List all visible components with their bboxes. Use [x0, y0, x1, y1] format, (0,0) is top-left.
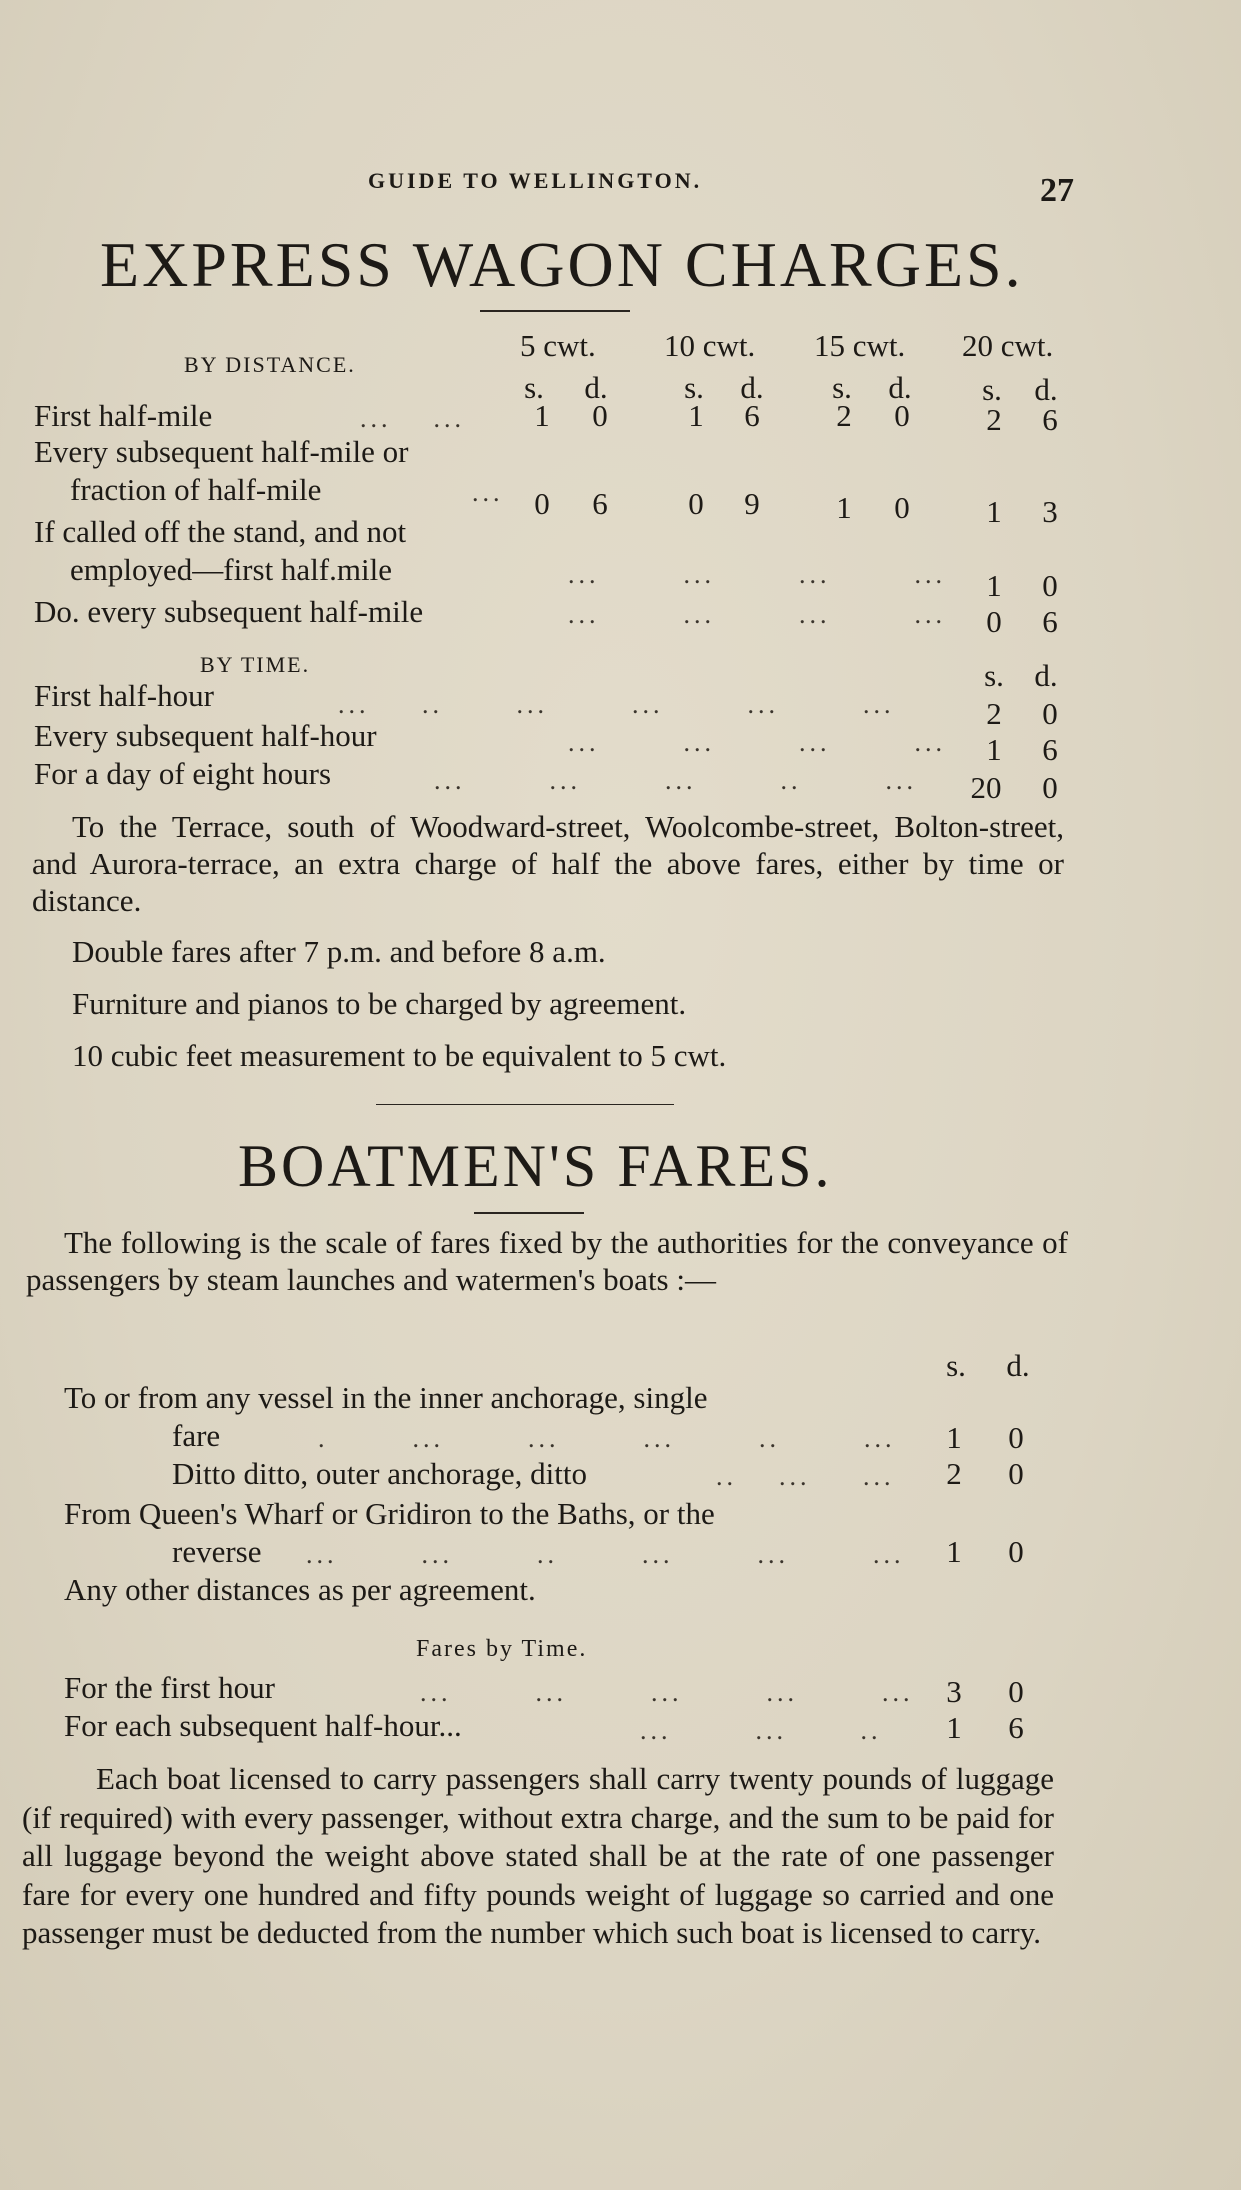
- fare-value: 6: [1008, 1710, 1024, 1745]
- unit-s: s.: [982, 372, 1002, 407]
- rate-value: 0: [894, 398, 910, 433]
- fares-by-time-label: Fares by Time.: [416, 1636, 588, 1662]
- fare-value: 2: [946, 1456, 962, 1491]
- unit-d: d.: [1034, 372, 1058, 407]
- col-header-20cwt: 20 cwt.: [962, 328, 1054, 363]
- rate-value: 1: [688, 398, 704, 433]
- leader-dots: . ... ... ... .. ...: [318, 1424, 896, 1453]
- unit-s: s.: [946, 1348, 966, 1383]
- row-label-first-half-mile: First half-mile: [34, 398, 213, 433]
- rate-value: 1: [986, 494, 1002, 529]
- rate-value: 1: [534, 398, 550, 433]
- leader-dots: ... .. ... ... ... ...: [338, 690, 895, 719]
- rate-value: 0: [986, 604, 1002, 639]
- fare-value: 1: [946, 1420, 962, 1455]
- note-other-distances: Any other distances as per agreement.: [64, 1572, 536, 1607]
- leader-dots: ... ... ... .. ...: [434, 766, 917, 795]
- leader-dots: ...: [472, 478, 504, 507]
- fare-row-reverse: reverse: [172, 1534, 262, 1569]
- unit-s: s.: [984, 658, 1004, 693]
- rate-value: 2: [836, 398, 852, 433]
- fare-row-outer-anchorage: Ditto ditto, outer anchorage, ditto: [172, 1456, 587, 1491]
- leader-dots: ... ... ... ... ...: [420, 1678, 914, 1707]
- rate-value: 20: [970, 770, 1002, 805]
- unit-d: d.: [1034, 658, 1058, 693]
- unit-d: d.: [888, 370, 912, 405]
- rate-value: 0: [1042, 770, 1058, 805]
- fare-value: 0: [1008, 1420, 1024, 1455]
- time-row-day: For a day of eight hours: [34, 756, 332, 791]
- luggage-paragraph: Each boat licensed to carry passengers shall carry twenty pounds of luggage (if required) with every passenger, without extra charge, and the sum to be paid for all luggage beyond the weight above stated shall be at the rate of one passenger fare for every one hundred and fifty pounds weight of luggage so carried and one passenger must be deducted from the number which such boat is licensed to carry.: [22, 1761, 1054, 1950]
- fare-row-subsequent-half-hour: For each subsequent half-hour...: [64, 1708, 462, 1743]
- title-rule: [480, 310, 630, 312]
- rate-value: 0: [688, 486, 704, 521]
- rate-value: 6: [1042, 732, 1058, 767]
- by-time-label: BY TIME.: [200, 652, 311, 677]
- leader-dots: ... ... ... ...: [568, 728, 946, 757]
- fare-value: 0: [1008, 1534, 1024, 1569]
- fare-row-queens-wharf: From Queen's Wharf or Gridiron to the Baths, or the: [64, 1496, 715, 1531]
- col-header-10cwt: 10 cwt.: [664, 328, 756, 363]
- boatmen-intro: The following is the scale of fares fixed by the authorities for the conveyance of passengers by steam launches and watermen's boats :—: [26, 1225, 1068, 1297]
- unit-s: s.: [684, 370, 704, 405]
- fare-value: 1: [946, 1534, 962, 1569]
- fare-row-single-fare: fare: [172, 1418, 221, 1453]
- row-label-subsequent-half-mile: Every subsequent half-mile or: [34, 434, 409, 469]
- rate-value: 0: [894, 490, 910, 525]
- leader-dots: ... ... .. ... ... ...: [306, 1540, 905, 1569]
- time-row-first-half-hour: First half-hour: [34, 678, 214, 713]
- running-title: GUIDE TO WELLINGTON.: [368, 168, 703, 193]
- row-label-do-subsequent: Do. every subsequent half-mile: [34, 594, 424, 629]
- row-label-fraction: fraction of half-mile: [70, 472, 322, 507]
- rate-value: 3: [1042, 494, 1058, 529]
- fare-value: 3: [946, 1674, 962, 1709]
- unit-d: d.: [584, 370, 608, 405]
- by-distance-label: BY DISTANCE.: [184, 352, 356, 377]
- col-header-15cwt: 15 cwt.: [814, 328, 906, 363]
- rate-value: 0: [1042, 568, 1058, 603]
- note-cubic-feet: 10 cubic feet measurement to be equivalent to 5 cwt.: [72, 1038, 727, 1073]
- fare-row-inner-anchorage: To or from any vessel in the inner anchorage, single: [64, 1380, 708, 1415]
- col-header-5cwt: 5 cwt.: [520, 328, 596, 363]
- rate-value: 2: [986, 402, 1002, 437]
- title-rule: [474, 1212, 584, 1214]
- rate-value: 6: [592, 486, 608, 521]
- rate-value: 9: [744, 486, 760, 521]
- rate-value: 1: [986, 732, 1002, 767]
- leader-dots: ... ... ..: [640, 1716, 882, 1745]
- leader-dots: ... ... ... ...: [568, 560, 946, 589]
- page-number: 27: [1040, 172, 1074, 209]
- rate-value: 6: [1042, 402, 1058, 437]
- time-row-subsequent-half-hour: Every subsequent half-hour: [34, 718, 377, 753]
- rate-value: 0: [592, 398, 608, 433]
- note-terrace: To the Terrace, south of Woodward-street, Woolcombe-street, Bolton-street, and Aurora-terrace, an extra charge of half the above fares, either by time or distance.: [32, 809, 1064, 918]
- leader-dots: .. ... ...: [716, 1462, 895, 1491]
- fare-row-first-hour: For the first hour: [64, 1670, 275, 1705]
- rate-value: 1: [836, 490, 852, 525]
- boatmen-title: BOATMEN'S FARES.: [238, 1133, 833, 1199]
- rate-value: 6: [744, 398, 760, 433]
- express-title: EXPRESS WAGON CHARGES.: [100, 229, 1024, 300]
- rate-value: 6: [1042, 604, 1058, 639]
- leader-dots: ... ...: [360, 404, 465, 433]
- rate-value: 1: [986, 568, 1002, 603]
- section-divider: [376, 1104, 674, 1105]
- unit-d: d.: [740, 370, 764, 405]
- unit-s: s.: [524, 370, 544, 405]
- unit-d: d.: [1006, 1348, 1030, 1383]
- rate-value: 0: [534, 486, 550, 521]
- fare-value: 0: [1008, 1674, 1024, 1709]
- note-double-fares: Double fares after 7 p.m. and before 8 a.m.: [72, 934, 606, 969]
- unit-s: s.: [832, 370, 852, 405]
- leader-dots: ... ... ... ...: [568, 600, 946, 629]
- rate-value: 2: [986, 696, 1002, 731]
- rate-value: 0: [1042, 696, 1058, 731]
- fare-value: 1: [946, 1710, 962, 1745]
- note-furniture: Furniture and pianos to be charged by agreement.: [72, 986, 687, 1021]
- fare-value: 0: [1008, 1456, 1024, 1491]
- row-label-employed: employed—first half.mile: [70, 552, 392, 587]
- row-label-called-off: If called off the stand, and not: [34, 514, 407, 549]
